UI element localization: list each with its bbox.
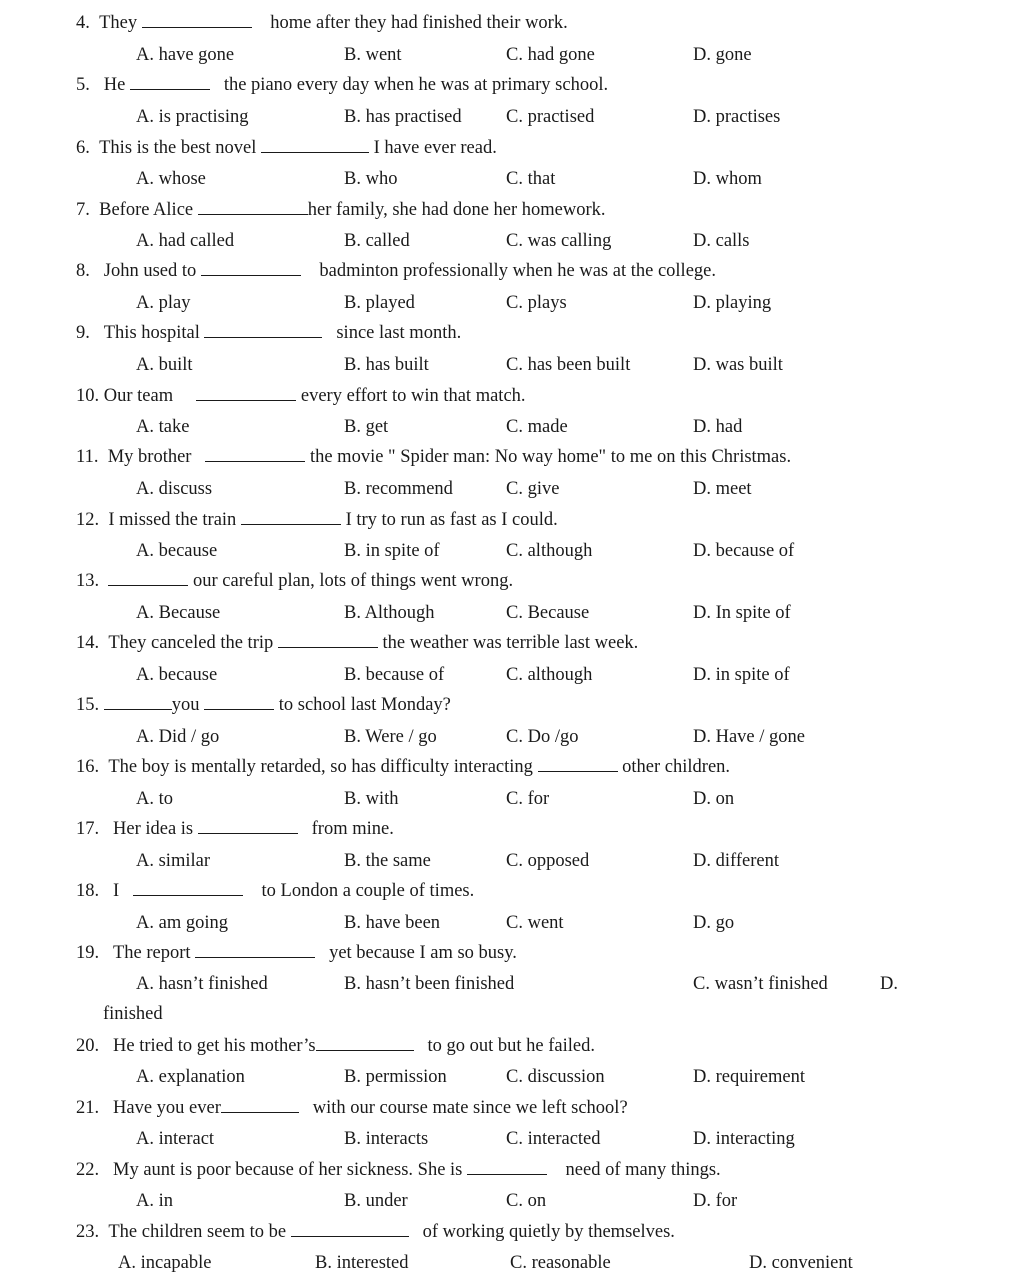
- question-text: I missed the train: [108, 510, 241, 530]
- question-text: John used to: [103, 261, 201, 281]
- option-b[interactable]: B. called: [344, 231, 410, 251]
- question-text: you: [171, 695, 205, 715]
- option-d-wrap: finished: [103, 1004, 163, 1024]
- option-b[interactable]: B. permission: [344, 1067, 447, 1087]
- question-number: 7.: [76, 200, 90, 220]
- question-number: 18.: [76, 881, 100, 901]
- question-17: [76, 818, 394, 840]
- question-number: 10.: [76, 386, 100, 406]
- option-a[interactable]: A. play: [136, 293, 191, 313]
- answer-blank[interactable]: [241, 509, 341, 525]
- answer-blank[interactable]: [201, 260, 301, 276]
- question-text: I have ever read.: [368, 138, 497, 158]
- option-c[interactable]: C. that: [506, 169, 556, 189]
- question-text: He: [103, 75, 130, 95]
- question-text: her family, she had done her homework.: [307, 200, 606, 220]
- question-text: The children seem to be: [108, 1222, 291, 1242]
- question-text: This is the best novel: [99, 138, 261, 158]
- option-b[interactable]: B. Were / go: [344, 727, 437, 747]
- question-text: since last month.: [331, 323, 462, 343]
- option-a[interactable]: A. Because: [136, 603, 221, 623]
- option-c[interactable]: C. plays: [506, 293, 567, 313]
- option-d[interactable]: D. practises: [693, 107, 781, 127]
- question-12: [76, 509, 558, 531]
- option-a[interactable]: A. whose: [136, 169, 206, 189]
- option-d[interactable]: D. calls: [693, 231, 750, 251]
- option-c[interactable]: C. interacted: [506, 1129, 601, 1149]
- option-d[interactable]: D. had: [693, 417, 743, 437]
- answer-blank[interactable]: [204, 322, 322, 338]
- option-d[interactable]: D. whom: [693, 169, 762, 189]
- option-a[interactable]: A. incapable: [118, 1253, 212, 1273]
- option-c[interactable]: C. give: [506, 479, 560, 499]
- option-b[interactable]: B. get: [344, 417, 389, 437]
- option-b[interactable]: B. went: [344, 45, 402, 65]
- question-20: [76, 1035, 595, 1057]
- option-c[interactable]: C. for: [506, 789, 550, 809]
- question-number: 9.: [76, 323, 90, 343]
- question-15: [76, 694, 451, 716]
- question-number: 5.: [76, 75, 90, 95]
- option-c[interactable]: C. wasn’t finished: [693, 974, 828, 994]
- question-number: 21.: [76, 1098, 100, 1118]
- question-text: from mine.: [307, 819, 394, 839]
- question-10: [76, 385, 526, 407]
- option-a[interactable]: A. am going: [136, 913, 228, 933]
- answer-blank[interactable]: [278, 632, 378, 648]
- answer-blank[interactable]: [142, 12, 252, 28]
- answer-blank[interactable]: [198, 818, 298, 834]
- question-text: They: [99, 13, 142, 33]
- option-c[interactable]: C. reasonable: [510, 1253, 611, 1273]
- question-text: This hospital: [103, 323, 205, 343]
- question-text: Her idea is: [113, 819, 198, 839]
- answer-blank[interactable]: [291, 1221, 409, 1237]
- question-text: The boy is mentally retarded, so has difficulty interacting: [108, 757, 538, 777]
- option-d[interactable]: D.: [880, 974, 898, 994]
- option-a[interactable]: A. built: [136, 355, 193, 375]
- option-b[interactable]: B. because of: [344, 665, 445, 685]
- option-d[interactable]: D. meet: [693, 479, 752, 499]
- question-text: The report: [113, 943, 196, 963]
- option-d[interactable]: D. go: [693, 913, 735, 933]
- answer-blank[interactable]: [538, 756, 618, 772]
- question-text: Before Alice: [99, 200, 198, 220]
- question-text: Our team: [103, 386, 178, 406]
- option-b[interactable]: B. under: [344, 1191, 408, 1211]
- option-b[interactable]: B. in spite of: [344, 541, 440, 561]
- question-text: other children.: [617, 757, 731, 777]
- option-c[interactable]: C. went: [506, 913, 564, 933]
- option-b[interactable]: B. who: [344, 169, 398, 189]
- question-number: 14.: [76, 633, 100, 653]
- answer-blank[interactable]: [204, 694, 274, 710]
- option-d[interactable]: D. on: [693, 789, 735, 809]
- option-d[interactable]: D. convenient: [749, 1253, 853, 1273]
- question-13: [76, 570, 513, 592]
- question-text: I: [113, 881, 124, 901]
- option-c[interactable]: C. has been built: [506, 355, 631, 375]
- option-c[interactable]: C. although: [506, 541, 593, 561]
- question-text: the movie " Spider man: No way home" to me on this Christmas.: [305, 447, 792, 467]
- option-c[interactable]: C. was calling: [506, 231, 612, 251]
- question-text: I try to run as fast as I could.: [340, 510, 558, 530]
- question-number: 6.: [76, 138, 90, 158]
- option-a[interactable]: A. is practising: [136, 107, 249, 127]
- option-b[interactable]: B. recommend: [344, 479, 453, 499]
- option-d[interactable]: D. for: [693, 1191, 738, 1211]
- option-c[interactable]: C. Do /go: [506, 727, 579, 747]
- question-22: [76, 1159, 721, 1181]
- answer-blank[interactable]: [221, 1097, 299, 1113]
- question-number: 4.: [76, 13, 90, 33]
- question-number: 22.: [76, 1160, 100, 1180]
- question-number: 11.: [76, 447, 99, 467]
- question-text: They canceled the trip: [108, 633, 278, 653]
- question-6: [76, 137, 497, 159]
- question-14: [76, 632, 638, 654]
- option-d[interactable]: D. in spite of: [693, 665, 790, 685]
- answer-blank[interactable]: [130, 74, 210, 90]
- question-5: [76, 74, 608, 96]
- question-8: [76, 260, 716, 282]
- option-c[interactable]: C. although: [506, 665, 593, 685]
- question-23: [76, 1221, 675, 1243]
- answer-blank[interactable]: [196, 385, 296, 401]
- option-b[interactable]: B. interacts: [344, 1129, 429, 1149]
- answer-blank[interactable]: [108, 570, 188, 586]
- answer-blank[interactable]: [261, 137, 369, 153]
- question-text: to London a couple of times.: [256, 881, 475, 901]
- question-text: every effort to win that match.: [296, 386, 526, 406]
- option-c[interactable]: C. opposed: [506, 851, 590, 871]
- question-number: 15.: [76, 695, 100, 715]
- option-a[interactable]: A. because: [136, 541, 218, 561]
- answer-blank[interactable]: [467, 1159, 547, 1175]
- option-a[interactable]: A. interact: [136, 1129, 215, 1149]
- answer-blank[interactable]: [195, 942, 315, 958]
- question-7: [76, 199, 606, 221]
- option-b[interactable]: B. has practised: [344, 107, 462, 127]
- question-text: the weather was terrible last week.: [377, 633, 639, 653]
- option-a[interactable]: A. have gone: [136, 45, 235, 65]
- question-18: [76, 880, 474, 902]
- option-d[interactable]: D. interacting: [693, 1129, 795, 1149]
- question-number: 23.: [76, 1222, 100, 1242]
- option-c[interactable]: C. practised: [506, 107, 595, 127]
- question-text: yet because I am so busy.: [324, 943, 517, 963]
- option-a[interactable]: A. explanation: [136, 1067, 245, 1087]
- question-text: Have you ever: [113, 1098, 221, 1118]
- answer-blank[interactable]: [205, 446, 305, 462]
- option-d[interactable]: D. because of: [693, 541, 795, 561]
- question-19: [76, 942, 517, 964]
- option-b[interactable]: B. interested: [315, 1253, 409, 1273]
- option-a[interactable]: A. in: [136, 1191, 173, 1211]
- question-number: 16.: [76, 757, 100, 777]
- answer-blank[interactable]: [316, 1035, 414, 1051]
- option-c[interactable]: C. Because: [506, 603, 590, 623]
- option-c[interactable]: C. had gone: [506, 45, 595, 65]
- answer-blank[interactable]: [198, 199, 308, 215]
- question-4: [76, 12, 568, 34]
- question-text: of working quietly by themselves.: [418, 1222, 675, 1242]
- question-number: 13.: [76, 571, 100, 591]
- question-9: [76, 322, 461, 344]
- option-b[interactable]: B. the same: [344, 851, 431, 871]
- question-number: 19.: [76, 943, 100, 963]
- question-text: our careful plan, lots of things went wrong.: [188, 571, 514, 591]
- option-a[interactable]: A. hasn’t finished: [136, 974, 268, 994]
- question-16: [76, 756, 730, 778]
- option-a[interactable]: A. to: [136, 789, 173, 809]
- answer-blank[interactable]: [133, 880, 243, 896]
- option-b[interactable]: B. have been: [344, 913, 441, 933]
- option-a[interactable]: A. because: [136, 665, 218, 685]
- question-number: 20.: [76, 1036, 100, 1056]
- option-d[interactable]: D. gone: [693, 45, 752, 65]
- option-d[interactable]: D. Have / gone: [693, 727, 805, 747]
- question-text: the piano every day when he was at primary school.: [219, 75, 609, 95]
- option-a[interactable]: A. discuss: [136, 479, 213, 499]
- option-a[interactable]: A. similar: [136, 851, 210, 871]
- option-c[interactable]: C. made: [506, 417, 568, 437]
- question-text: badminton professionally when he was at the college.: [314, 261, 716, 281]
- option-b[interactable]: B. with: [344, 789, 399, 809]
- question-text: He tried to get his mother’s: [113, 1036, 316, 1056]
- option-c[interactable]: C. on: [506, 1191, 547, 1211]
- question-11: [76, 446, 791, 468]
- option-b[interactable]: B. played: [344, 293, 415, 313]
- question-number: 12.: [76, 510, 100, 530]
- option-c[interactable]: C. discussion: [506, 1067, 605, 1087]
- option-d[interactable]: D. was built: [693, 355, 783, 375]
- question-text: with our course mate since we left school?: [308, 1098, 628, 1118]
- question-text: My brother: [107, 447, 197, 467]
- question-text: My aunt is poor because of her sickness. She is: [113, 1160, 468, 1180]
- option-d[interactable]: D. In spite of: [693, 603, 791, 623]
- question-text: home after they had finished their work.: [265, 13, 568, 33]
- option-a[interactable]: A. Did / go: [136, 727, 220, 747]
- option-d[interactable]: D. requirement: [693, 1067, 805, 1087]
- question-text: to school last Monday?: [274, 695, 451, 715]
- option-d[interactable]: D. playing: [693, 293, 772, 313]
- option-a[interactable]: A. had called: [136, 231, 235, 251]
- option-b[interactable]: B. hasn’t been finished: [344, 974, 515, 994]
- option-b[interactable]: B. Although: [344, 603, 435, 623]
- question-text: to go out but he failed.: [422, 1036, 595, 1056]
- answer-blank[interactable]: [104, 694, 172, 710]
- question-number: 8.: [76, 261, 90, 281]
- option-b[interactable]: B. has built: [344, 355, 429, 375]
- question-number: 17.: [76, 819, 100, 839]
- question-text: need of many things.: [560, 1160, 721, 1180]
- option-d[interactable]: D. different: [693, 851, 779, 871]
- option-a[interactable]: A. take: [136, 417, 190, 437]
- question-21: [76, 1097, 628, 1119]
